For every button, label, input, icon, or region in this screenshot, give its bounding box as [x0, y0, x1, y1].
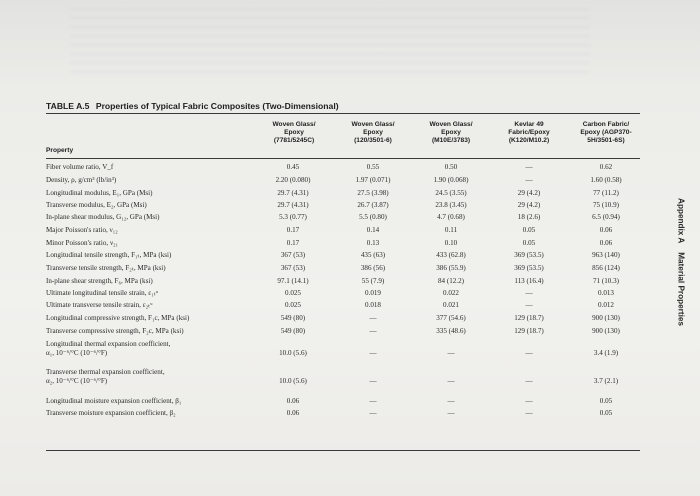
value-cell: 29.7 (4.31) [277, 189, 309, 197]
value-cell: 0.50 [444, 163, 458, 171]
value-cell: 55 (7.9) [361, 277, 385, 285]
value-cell: 0.019 [365, 289, 381, 297]
value-cell: — [525, 289, 533, 297]
value-cell: 24.5 (3.55) [435, 189, 467, 197]
property-cell: Longitudinal compressive strength, F₁c, MPa (ksi) [46, 314, 190, 322]
value-cell: 3.7 (2.1) [593, 377, 619, 385]
value-cell: 5.5 (0.80) [359, 213, 387, 221]
value-cell: — [369, 397, 377, 405]
value-cell: 1.90 (0.068) [433, 176, 469, 184]
value-cell: 1.60 (0.58) [590, 176, 622, 184]
value-cell: 0.55 [366, 163, 380, 171]
value-cell: 369 (53.5) [514, 251, 544, 259]
value-cell: — [525, 301, 533, 309]
value-cell: 0.022 [443, 289, 459, 297]
value-cell: 113 (16.4) [514, 277, 544, 285]
value-cell: 4.7 (0.68) [437, 213, 465, 221]
value-cell: 0.14 [366, 226, 380, 234]
value-cell: — [447, 397, 455, 405]
appendix-label: Appendix A [676, 198, 686, 244]
column-header: Carbon Fabric/ Epoxy (AGP370- 5H/3501-6S) [580, 121, 632, 145]
value-cell: 10.0 (5.6) [279, 349, 307, 357]
column-header: Woven Glass/ Epoxy (120/3501-6) [351, 121, 395, 145]
value-cell: 0.013 [598, 289, 614, 297]
value-cell: 77 (11.2) [593, 189, 619, 197]
property-cell: Transverse compressive strength, F₂c, MPa (ksi) [46, 327, 184, 335]
property-column-header: Property [46, 147, 74, 154]
value-cell: 377 (54.6) [436, 314, 466, 322]
column-header: Woven Glass/ Epoxy (M10E/3783) [429, 121, 473, 145]
value-cell: 0.13 [366, 239, 380, 247]
property-cell: Transverse tensile strength, F₂ₜ, MPa (ksi) [46, 264, 166, 272]
value-cell: 27.5 (3.98) [357, 189, 389, 197]
value-cell: 386 (55.9) [436, 264, 466, 272]
property-cell: Ultimate longitudinal tensile strain, ε₁ₜᵘ [46, 289, 159, 297]
value-cell: 0.025 [285, 289, 301, 297]
table-label: TABLE A.5 [46, 101, 90, 111]
property-cell: Fiber volume ratio, V_f [46, 163, 114, 171]
value-cell: 84 (12.2) [437, 277, 464, 285]
value-cell: — [369, 327, 377, 335]
value-cell: 75 (10.9) [592, 201, 619, 209]
value-cell: 856 (124) [592, 264, 620, 272]
value-cell: 23.8 (3.45) [435, 201, 467, 209]
value-cell: 129 (18.7) [514, 327, 544, 335]
value-cell: 0.06 [599, 226, 613, 234]
value-cell: 369 (53.5) [514, 264, 544, 272]
property-cell: Ultimate transverse tensile strain, ε₂ₜᵘ [46, 301, 153, 309]
value-cell: 963 (140) [592, 251, 620, 259]
value-cell: 0.45 [286, 163, 300, 171]
property-cell: In-plane shear modulus, G₁₂, GPa (Msi) [46, 213, 160, 221]
value-cell: 0.012 [598, 301, 614, 309]
value-cell: 900 (130) [592, 327, 620, 335]
value-cell: 0.018 [365, 301, 381, 309]
value-cell: 367 (53) [280, 264, 306, 272]
value-cell: 549 (80) [280, 327, 306, 335]
value-cell: 435 (63) [360, 251, 386, 259]
value-cell: 0.06 [286, 409, 300, 417]
value-cell: — [447, 377, 455, 385]
property-cell: Longitudinal thermal expansion coefficient, α₁, 10⁻⁶/°C (10⁻⁶/°F) [46, 340, 171, 358]
property-cell: Transverse moisture expansion coefficient, β₂ [46, 409, 176, 417]
value-cell: 0.62 [599, 163, 613, 171]
value-cell: 386 (56) [360, 264, 386, 272]
value-cell: — [525, 176, 533, 184]
value-cell: 0.025 [285, 301, 301, 309]
property-cell: Longitudinal moisture expansion coefficient, β₁ [46, 397, 182, 405]
value-cell: 10.0 (5.6) [279, 377, 307, 385]
value-cell: 367 (53) [280, 251, 306, 259]
section-label: Material Properties [676, 252, 686, 326]
value-cell: 0.17 [286, 226, 300, 234]
running-side-label [677, 198, 686, 326]
value-cell: — [447, 349, 455, 357]
value-cell: 0.06 [599, 239, 613, 247]
property-cell: Longitudinal modulus, E₁, GPa (Msi) [46, 189, 153, 197]
value-cell: — [447, 409, 455, 417]
value-cell: — [369, 377, 377, 385]
value-cell: — [369, 314, 377, 322]
value-cell: 97.1 (14.1) [277, 277, 309, 285]
value-cell: 335 (48.6) [436, 327, 466, 335]
header-rule [46, 158, 640, 159]
table-caption [46, 101, 339, 111]
value-cell: 0.06 [286, 397, 300, 405]
value-cell: — [369, 409, 377, 417]
value-cell: 26.7 (3.87) [357, 201, 389, 209]
value-cell: 6.5 (0.94) [592, 213, 620, 221]
property-cell: Transverse modulus, E₂, GPa (Msi) [46, 201, 147, 209]
value-cell: 2.20 (0.080) [275, 176, 311, 184]
value-cell: 0.05 [522, 226, 536, 234]
value-cell: — [525, 409, 533, 417]
property-cell: Major Poisson's ratio, ν₁₂ [46, 226, 118, 234]
top-rule [46, 113, 640, 114]
value-cell: 0.05 [599, 409, 613, 417]
value-cell: 1.97 (0.071) [355, 176, 391, 184]
value-cell: 0.05 [599, 397, 613, 405]
value-cell: 0.05 [522, 239, 536, 247]
bottom-rule [46, 450, 640, 451]
value-cell: — [525, 349, 533, 357]
property-cell: Density, ρ, g/cm³ (lb/in³) [46, 176, 117, 184]
table-title: Properties of Typical Fabric Composites (Two-Dimensional) [95, 101, 339, 111]
value-cell: 129 (18.7) [514, 314, 544, 322]
value-cell: 0.021 [443, 301, 459, 309]
value-cell: 18 (2.6) [517, 213, 541, 221]
value-cell: 549 (80) [280, 314, 306, 322]
value-cell: — [369, 349, 377, 357]
value-cell: 29 (4.2) [517, 189, 541, 197]
column-header: Woven Glass/ Epoxy (7781/5245C) [272, 121, 316, 145]
value-cell: 29 (4.2) [517, 201, 541, 209]
property-cell: Transverse thermal expansion coefficient, α₂, 10⁻⁶/°C (10⁻⁶/°F) [46, 368, 165, 386]
value-cell: 433 (62.8) [436, 251, 466, 259]
value-cell: 0.17 [286, 239, 300, 247]
value-cell: 71 (10.3) [592, 277, 619, 285]
property-cell: Longitudinal tensile strength, F₁ₜ, MPa (ksi) [46, 251, 172, 259]
property-cell: Minor Poisson's ratio, ν₂₁ [46, 239, 119, 247]
value-cell: — [525, 397, 533, 405]
value-cell: 5.3 (0.77) [279, 213, 307, 221]
value-cell: 3.4 (1.9) [593, 349, 619, 357]
value-cell: 0.11 [444, 226, 458, 234]
value-cell: — [525, 163, 533, 171]
value-cell: — [525, 377, 533, 385]
value-cell: 0.10 [444, 239, 458, 247]
property-cell: In-plane shear strength, F₆, MPa (ksi) [46, 277, 153, 285]
show-through-text [70, 8, 590, 78]
value-cell: 29.7 (4.31) [277, 201, 309, 209]
column-header: Kevlar 49 Fabric/Epoxy (K120/M10.2) [508, 121, 550, 145]
value-cell: 900 (130) [592, 314, 620, 322]
